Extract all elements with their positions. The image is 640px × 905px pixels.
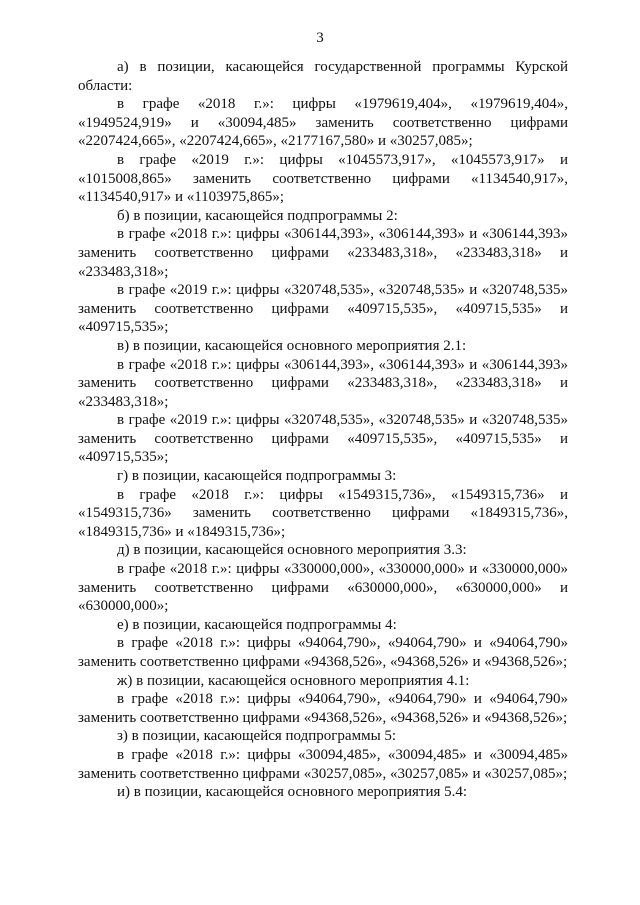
paragraph-zh-header: ж) в позиции, касающейся основного мероприятия 4.1: <box>117 672 470 689</box>
paragraph-b-header: б) в позиции, касающейся подпрограммы 2: <box>117 207 398 224</box>
paragraph-b-2019: в графе «2019 г.»: цифры «320748,535», «320748,535» и «320748,535» заменить соответственно цифрами «409715,535», «409715,535» и «409715,535»; <box>78 282 568 336</box>
paragraph-z-header: з) в позиции, касающейся подпрограммы 5: <box>117 728 397 745</box>
paragraph-i-header: и) в позиции, касающейся основного мероприятия 5.4: <box>117 784 468 801</box>
paragraph-zh-2018: в графе «2018 г.»: цифры «94064,790», «94064,790» и «94064,790» заменить соответственно цифрами «94368,526», «94368,526» и «94368,526»; <box>78 691 568 726</box>
paragraph-v-2018: в графе «2018 г.»: цифры «306144,393», «306144,393» и «306144,393» заменить соответственно цифрами «233483,318», «233483,318» и «233483,318»; <box>78 356 568 410</box>
paragraph-e-header: е) в позиции, касающейся подпрограммы 4: <box>117 616 397 633</box>
paragraph-z-2018: в графе «2018 г.»: цифры «30094,485», «30094,485» и «30094,485» заменить соответственно цифрами «30257,085», «30257,085» и «30257,085»; <box>78 746 568 782</box>
paragraph-d-header: д) в позиции, касающейся основного мероприятия 3.3: <box>117 542 467 559</box>
paragraph-v-header: в) в позиции, касающейся основного мероприятия 2.1: <box>117 337 467 354</box>
paragraph-e-2018: в графе «2018 г.»: цифры «94064,790», «94064,790» и «94064,790» заменить соответственно цифрами «94368,526», «94368,526» и «94368,526»; <box>78 635 568 670</box>
paragraph-b-2018: в графе «2018 г.»: цифры «306144,393», «306144,393» и «306144,393» заменить соответственно цифрами «233483,318», «233483,318» и «233483,318»; <box>78 226 568 280</box>
paragraph-a-2019: в графе «2019 г.»: цифры «1045573,917», «1045573,917» и «1015008,865» заменить соответственно цифрами «1134540,917», «1134540,917» и «1103975,865»; <box>78 151 568 206</box>
paragraph-a-2018: в графе «2018 г.»: цифры «1979619,404», «1979619,404», «1949524,919» и «30094,485» заменить соответственно цифрами «2207424,665», «2207424,665», «2177167,580» и «30257,085»; <box>78 96 568 150</box>
paragraph-g-header: г) в позиции, касающейся подпрограммы 3: <box>117 468 397 485</box>
paragraph-v-2019: в графе «2019 г.»: цифры «320748,535», «320748,535» и «320748,535» заменить соответственно цифрами «409715,535», «409715,535» и «409715,535»; <box>78 412 568 466</box>
page-number: 3 <box>316 30 324 46</box>
paragraph-a-header: а) в позиции, касающейся государственной программы Курской области: <box>78 59 568 94</box>
document-body <box>78 58 568 802</box>
paragraph-d-2018: в графе «2018 г.»: цифры «330000,000», «330000,000» и «330000,000» заменить соответственно цифрами «630000,000», «630000,000» и «630000,000»; <box>78 561 568 615</box>
paragraph-g-2018: в графе «2018 г.»: цифры «1549315,736», «1549315,736» и «1549315,736» заменить соответственно цифрами «1849315,736», «1849315,736» и «1849315,736»; <box>78 486 568 540</box>
